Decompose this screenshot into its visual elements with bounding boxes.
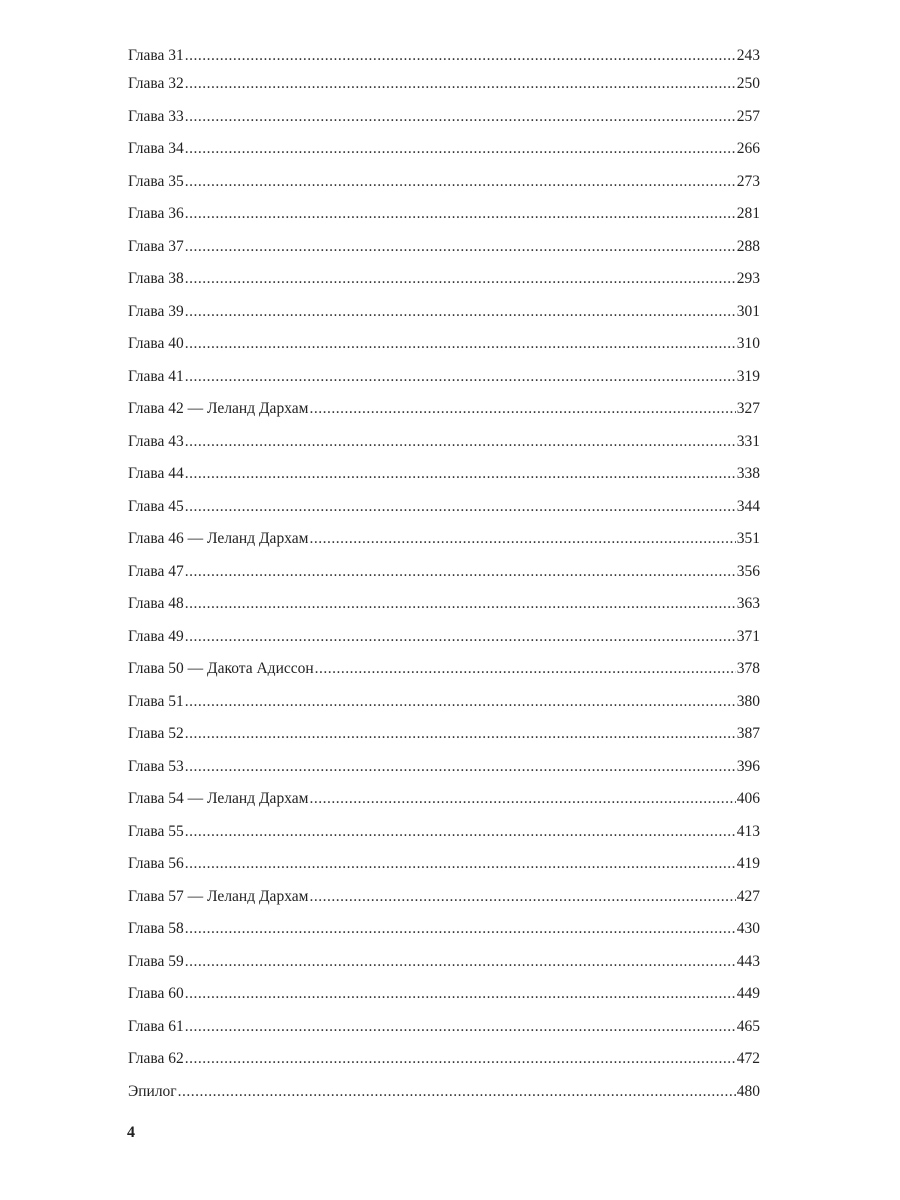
- toc-entry-title: Глава 32: [128, 75, 184, 92]
- toc-dot-leader: [185, 594, 736, 614]
- toc-dot-leader: [185, 367, 736, 387]
- toc-dot-leader: [185, 562, 736, 582]
- toc-entry: [128, 204, 760, 237]
- toc-dot-leader: [185, 334, 736, 354]
- toc-dot-leader: [185, 627, 736, 647]
- toc-entry-title: Глава 52: [128, 725, 184, 742]
- toc-entry: [128, 952, 760, 985]
- toc-entry: [128, 46, 760, 74]
- toc-entry-title: Глава 50 — Дакота Адиссон: [128, 660, 314, 677]
- toc-entry-title: Глава 43: [128, 432, 184, 450]
- toc-entry-title: Глава 57 — Леланд Дархам: [128, 887, 309, 905]
- toc-entry-page: 344: [736, 497, 760, 515]
- toc-entry: [128, 107, 760, 140]
- toc-dot-leader: [185, 237, 736, 257]
- toc-dot-leader: [309, 887, 735, 907]
- toc-entry-title: Глава 61: [128, 1017, 184, 1035]
- toc-entry-title: Глава 48: [128, 595, 184, 612]
- toc-dot-leader: [309, 399, 735, 419]
- toc-entry: [128, 432, 760, 465]
- toc-dot-leader: [185, 724, 736, 744]
- toc-entry-page: 371: [736, 627, 760, 645]
- toc-entry: [128, 367, 760, 400]
- toc-entry-page: 472: [736, 1050, 760, 1067]
- toc-entry-title: Глава 37: [128, 237, 184, 255]
- toc-entry-title: Глава 49: [128, 627, 184, 645]
- toc-entry: [128, 497, 760, 530]
- toc-entry: [128, 464, 760, 497]
- toc-entry: [128, 627, 760, 660]
- toc-entry-page: 243: [736, 47, 760, 64]
- toc-dot-leader: [185, 46, 736, 66]
- toc-dot-leader: [185, 919, 736, 939]
- toc-entry-page: 443: [736, 952, 760, 970]
- toc-entry: [128, 139, 760, 172]
- toc-dot-leader: [178, 1082, 736, 1102]
- toc-entry-page: 396: [736, 757, 760, 775]
- toc-entry: [128, 984, 760, 1017]
- page-number: 4: [127, 1124, 135, 1141]
- toc-entry-title: Глава 56: [128, 855, 184, 872]
- toc-dot-leader: [315, 659, 736, 679]
- toc-entry: [128, 887, 760, 920]
- toc-entry-page: 331: [736, 432, 760, 450]
- toc-entry-page: 406: [736, 790, 760, 807]
- toc-entry-page: 449: [736, 985, 760, 1002]
- toc-entry-page: 480: [736, 1082, 760, 1100]
- toc-entry: [128, 822, 760, 855]
- toc-entry-page: 413: [736, 822, 760, 840]
- toc-dot-leader: [185, 757, 736, 777]
- toc-dot-leader: [309, 789, 735, 809]
- toc-entry: [128, 334, 760, 367]
- toc-entry-page: 281: [736, 205, 760, 222]
- toc-entry-title: Глава 42 — Леланд Дархам: [128, 400, 309, 417]
- toc-entry-title: Глава 46 — Леланд Дархам: [128, 530, 309, 547]
- toc-dot-leader: [185, 464, 736, 484]
- toc-entry-title: Глава 33: [128, 107, 184, 125]
- toc-entry: [128, 74, 760, 107]
- toc-entry-title: Глава 59: [128, 952, 184, 970]
- toc-entry-page: 250: [736, 75, 760, 92]
- toc-entry-page: 288: [736, 237, 760, 255]
- toc-entry-page: 465: [736, 1017, 760, 1035]
- toc-entry: [128, 594, 760, 627]
- toc-entry-page: 427: [736, 887, 760, 905]
- toc-entry-title: Глава 38: [128, 270, 184, 287]
- toc-entry-title: Глава 53: [128, 757, 184, 775]
- toc-entry-page: 380: [736, 692, 760, 710]
- toc-entry: [128, 399, 760, 432]
- toc-entry-page: 387: [736, 725, 760, 742]
- toc-entry-page: 257: [736, 107, 760, 125]
- toc-entry-page: 351: [736, 530, 760, 547]
- toc-entry-title: Глава 58: [128, 920, 184, 937]
- toc-dot-leader: [185, 854, 736, 874]
- toc-entry: [128, 692, 760, 725]
- toc-entry: [128, 237, 760, 270]
- toc-entry-title: Глава 51: [128, 692, 184, 710]
- toc-dot-leader: [185, 269, 736, 289]
- toc-entry-title: Глава 39: [128, 302, 184, 320]
- toc-entry-title: Эпилог: [128, 1082, 177, 1100]
- toc-entry-title: Глава 45: [128, 497, 184, 515]
- toc-entry: [128, 854, 760, 887]
- toc-entry-title: Глава 31: [128, 47, 184, 64]
- toc-entry-page: 363: [736, 595, 760, 612]
- toc-entry: [128, 919, 760, 952]
- toc-dot-leader: [185, 984, 736, 1004]
- toc-entry-page: 301: [736, 302, 760, 320]
- toc-entry: [128, 1049, 760, 1082]
- toc-dot-leader: [185, 952, 736, 972]
- toc-dot-leader: [185, 432, 736, 452]
- toc-entry-title: Глава 35: [128, 172, 184, 190]
- table-of-contents: [128, 46, 760, 1114]
- toc-entry: [128, 1017, 760, 1050]
- toc-entry-title: Глава 62: [128, 1050, 184, 1067]
- toc-dot-leader: [185, 74, 736, 94]
- toc-entry-title: Глава 41: [128, 367, 184, 385]
- toc-entry: [128, 269, 760, 302]
- toc-entry: [128, 302, 760, 335]
- toc-entry: [128, 659, 760, 692]
- toc-entry: [128, 757, 760, 790]
- toc-entry-title: Глава 44: [128, 465, 184, 482]
- toc-dot-leader: [185, 1049, 736, 1069]
- toc-dot-leader: [309, 529, 735, 549]
- toc-entry: [128, 789, 760, 822]
- toc-dot-leader: [185, 172, 736, 192]
- toc-entry-page: 430: [736, 920, 760, 937]
- toc-entry-title: Глава 54 — Леланд Дархам: [128, 790, 309, 807]
- toc-dot-leader: [185, 822, 736, 842]
- toc-dot-leader: [185, 692, 736, 712]
- toc-entry: [128, 562, 760, 595]
- toc-entry-page: 338: [736, 465, 760, 482]
- toc-entry-page: 266: [736, 140, 760, 157]
- toc-entry-page: 310: [736, 335, 760, 352]
- toc-entry-title: Глава 34: [128, 140, 184, 157]
- toc-entry: [128, 529, 760, 562]
- toc-entry: [128, 1082, 760, 1115]
- toc-entry-title: Глава 36: [128, 205, 184, 222]
- toc-entry-page: 319: [736, 367, 760, 385]
- toc-dot-leader: [185, 302, 736, 322]
- toc-entry-title: Глава 55: [128, 822, 184, 840]
- toc-entry-page: 293: [736, 270, 760, 287]
- toc-dot-leader: [185, 139, 736, 159]
- toc-dot-leader: [185, 497, 736, 517]
- toc-dot-leader: [185, 107, 736, 127]
- toc-entry-page: 419: [736, 855, 760, 872]
- toc-dot-leader: [185, 204, 736, 224]
- toc-entry: [128, 724, 760, 757]
- toc-entry-title: Глава 47: [128, 562, 184, 580]
- toc-entry-page: 356: [736, 562, 760, 580]
- toc-entry: [128, 172, 760, 205]
- toc-entry-page: 273: [736, 172, 760, 190]
- toc-entry-page: 327: [736, 400, 760, 417]
- toc-entry-page: 378: [736, 660, 760, 677]
- toc-dot-leader: [185, 1017, 736, 1037]
- toc-entry-title: Глава 40: [128, 335, 184, 352]
- toc-entry-title: Глава 60: [128, 985, 184, 1002]
